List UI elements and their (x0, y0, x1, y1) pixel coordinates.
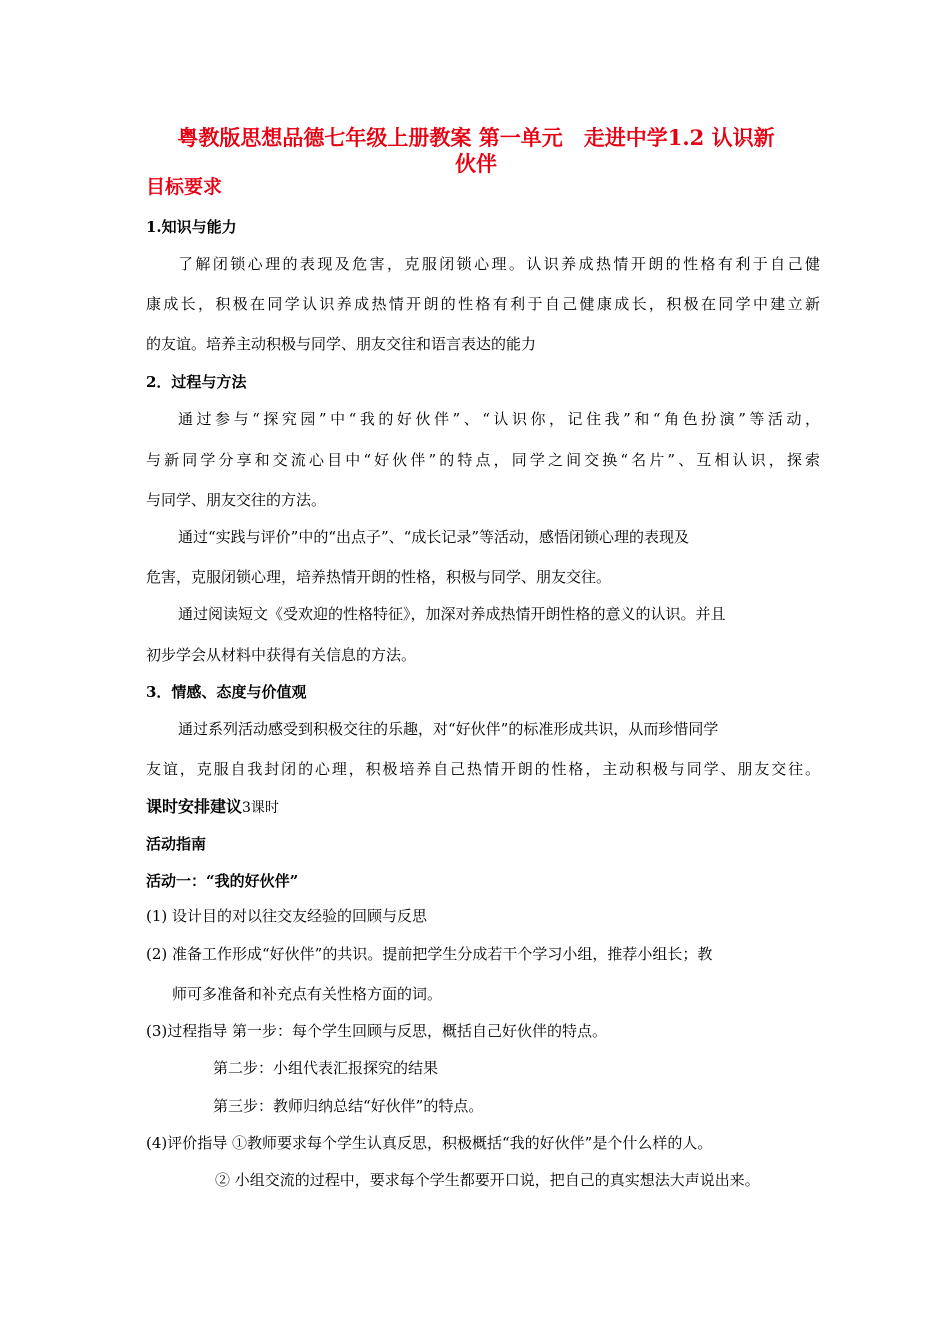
list-item: (2) 准备工作形成“好伙伴”的共识。提前把学生分成若干个学习小组，推荐小组长；教 (146, 945, 713, 963)
knowledge-ability-heading: 1.知识与能力 (146, 218, 237, 236)
paragraph-line: 康成长，积极在同学认识养成热情开朗的性格有利于自己健康成长，积极在同学中建立新 (146, 295, 820, 313)
paragraph-line: 初步学会从材料中获得有关信息的方法。 (146, 646, 417, 664)
paragraph-line: 与同学、朋友交往的方法。 (146, 491, 327, 509)
schedule-value: 3课时 (242, 800, 279, 816)
paragraph-line: 友谊，克服自我封闭的心理，积极培养自己热情开朗的性格，主动积极与同学、朋友交往。 (146, 760, 820, 778)
list-item: (3)过程指导 第一步：每个学生回顾与反思，概括自己好伙伴的特点。 (146, 1022, 608, 1040)
activity-guide-heading: 活动指南 (146, 835, 207, 853)
list-item: (4)评价指导 ①教师要求每个学生认真反思，积极概括“我的好伙伴”是个什么样的人。 (146, 1134, 713, 1152)
paragraph-line: 通过“实践与评价”中的“出点子”、“成长记录”等活动，感悟闭锁心理的表现及 (178, 528, 690, 546)
document-title-line-2: 伙伴 (455, 151, 497, 176)
paragraph-line: 危害，克服闭锁心理，培养热情开朗的性格，积极与同学、朋友交往。 (146, 568, 612, 586)
process-method-heading: 2．过程与方法 (146, 373, 247, 391)
schedule-label: 课时安排建议 (146, 797, 243, 816)
paragraph-line: 与新同学分享和交流心目中“好伙伴”的特点，同学之间交换“名片”、互相认识，探索 (146, 451, 820, 469)
paragraph-line: 了解闭锁心理的表现及危害，克服闭锁心理。认识养成热情开朗的性格有利于自己健 (178, 255, 820, 273)
paragraph-line: 通过阅读短文《受欢迎的性格特征》，加深对养成热情开朗性格的意义的认识。并且 (178, 605, 726, 623)
list-item-step: 第二步：小组代表汇报探究的结果 (213, 1059, 439, 1077)
paragraph-line: 通过系列活动感受到积极交往的乐趣，对“好伙伴”的标准形成共识，从而珍惜同学 (178, 720, 719, 738)
emotion-values-heading: 3．情感、态度与价值观 (146, 683, 307, 701)
list-item-step: ② 小组交流的过程中，要求每个学生都要开口说，把自己的真实想法大声说出来。 (215, 1171, 760, 1189)
paragraph-line: 的友谊。培养主动积极与同学、朋友交往和语言表达的能力 (146, 335, 537, 353)
activity-one-heading: 活动一：“我的好伙伴” (146, 872, 299, 890)
paragraph-line: 通过参与“探究园”中“我的好伙伴”、“认识你，记住我”和“角色扮演”等活动， (178, 410, 820, 428)
list-item-continuation: 师可多准备和补充点有关性格方面的词。 (172, 985, 443, 1003)
list-item: (1) 设计目的对以往交友经验的回顾与反思 (146, 907, 428, 925)
schedule-suggestion (146, 795, 279, 820)
list-item-step: 第三步：教师归纳总结“好伙伴”的特点。 (213, 1097, 484, 1115)
document-title-line-1: 粤教版思想品德七年级上册教案 第一单元 走进中学1.2 认识新 (177, 125, 775, 150)
goals-heading: 目标要求 (146, 176, 223, 198)
